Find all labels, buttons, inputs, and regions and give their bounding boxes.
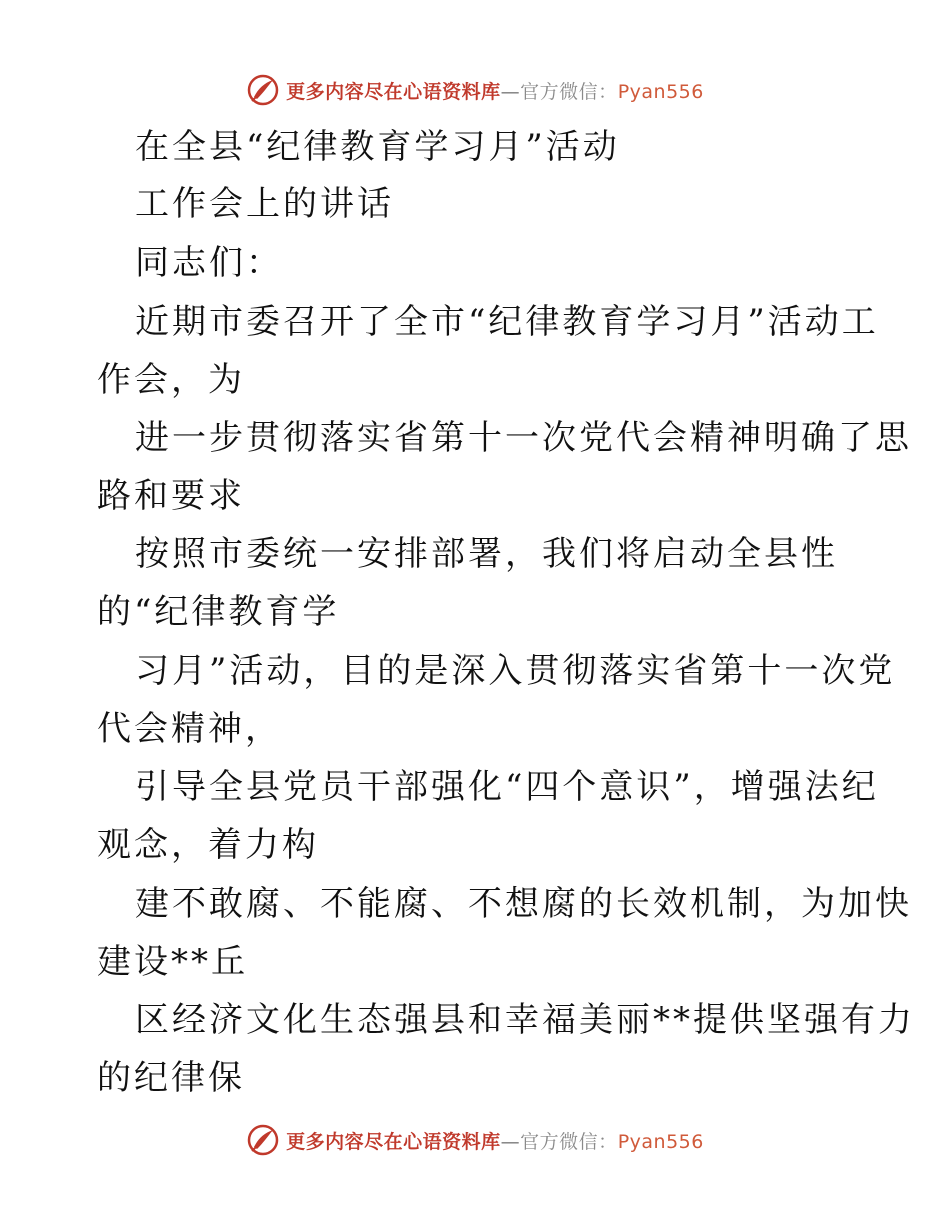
paragraph-line: 区经济文化生态强县和幸福美丽**提供坚强有力: [135, 1000, 915, 1040]
watermark-separator: —: [500, 80, 521, 103]
watermark-wechat-label: 官方微信：: [520, 80, 618, 103]
paragraph-line: 进一步贯彻落实省第十一次党代会精神明确了思: [135, 418, 912, 458]
salutation: 同志们：: [135, 243, 283, 283]
document-title-line-2: 工作会上的讲话: [135, 184, 394, 224]
paragraph-line: 代会精神，: [97, 709, 282, 749]
paragraph-line: 按照市委统一安排部署，我们将启动全县性: [135, 534, 838, 574]
watermark-wechat-id: Pyan556: [617, 80, 704, 103]
watermark-wechat-id: Pyan556: [617, 1130, 704, 1153]
paragraph-line: 的“纪律教育学: [97, 592, 340, 632]
watermark-main-text: 更多内容尽在心语资料库: [286, 1130, 501, 1153]
footer-watermark: [0, 1120, 950, 1160]
paragraph-line: 观念，着力构: [97, 825, 319, 865]
paragraph-line: 路和要求: [97, 476, 245, 516]
paragraph-line: 习月”活动，目的是深入贯彻落实省第十一次党: [135, 651, 896, 691]
paragraph-line: 建不敢腐、不能腐、不想腐的长效机制，为加快: [135, 884, 912, 924]
paragraph-line: 建设**丘: [97, 942, 248, 982]
watermark-separator: —: [500, 1130, 521, 1153]
quill-pen-logo-icon: [246, 1123, 280, 1157]
paragraph-line: 的纪律保: [97, 1058, 245, 1098]
paragraph-line: 引导全县党员干部强化“四个意识”，增强法纪: [135, 767, 879, 807]
document-title-line-1: 在全县“纪律教育学习月”活动: [135, 127, 620, 167]
paragraph-line: 作会，为: [97, 360, 245, 400]
watermark-main-text: 更多内容尽在心语资料库: [286, 80, 501, 103]
paragraph-line: 近期市委召开了全市“纪律教育学习月”活动工: [135, 302, 879, 342]
watermark-wechat-label: 官方微信：: [520, 1130, 618, 1153]
